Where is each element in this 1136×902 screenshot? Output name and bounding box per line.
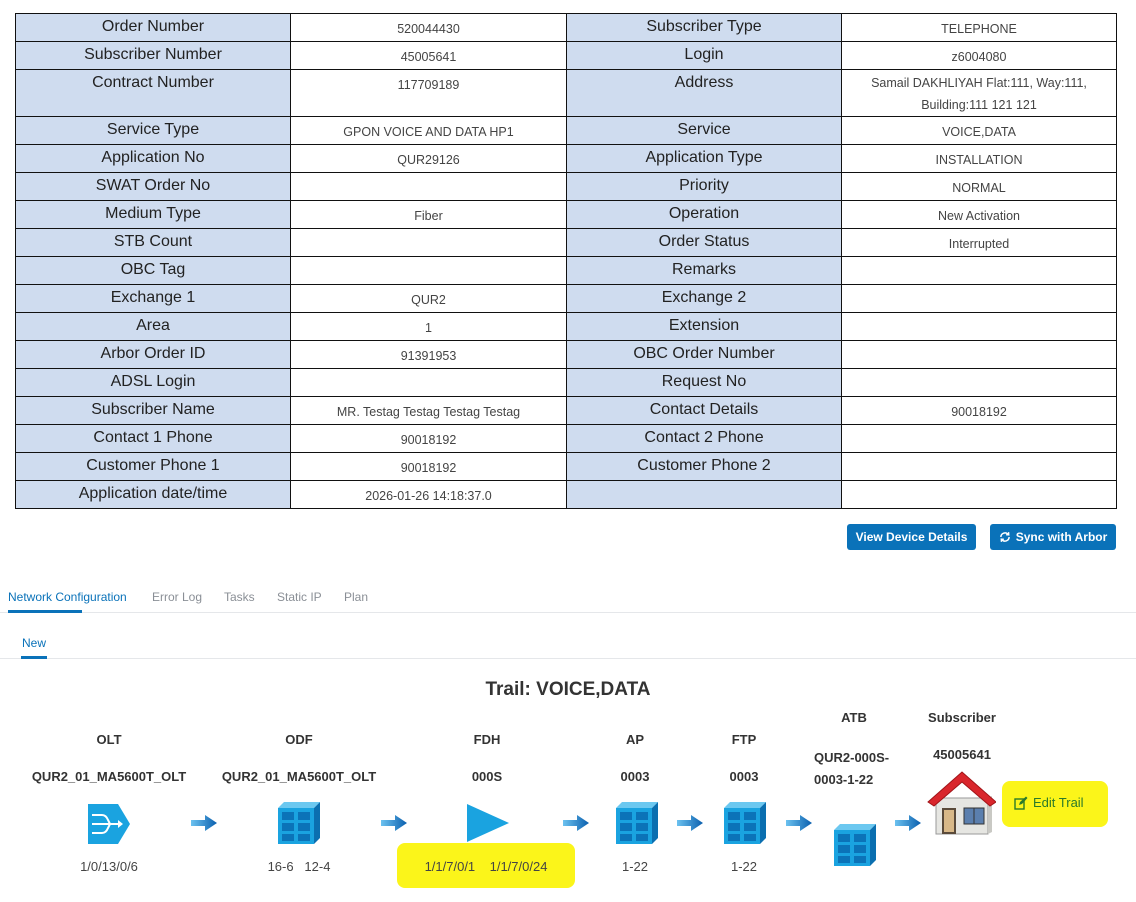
detail-value: NORMAL: [842, 173, 1117, 201]
details-row: [16, 453, 1117, 481]
tab-error-log[interactable]: Error Log: [152, 590, 203, 604]
detail-value: VOICE,DATA: [842, 117, 1117, 145]
node-name-odf: QUR2_01_MA5600T_OLT: [221, 769, 377, 784]
details-row: [16, 145, 1117, 173]
detail-value: INSTALLATION: [842, 145, 1117, 173]
arrow-right-icon: [191, 815, 217, 831]
detail-label: Contract Number: [16, 70, 291, 117]
arrow-right-icon: [895, 815, 921, 831]
details-row: [16, 229, 1117, 257]
node-port-ftp: 1-22: [730, 859, 758, 874]
detail-value: 91391953: [291, 341, 567, 369]
atb-icon[interactable]: [832, 824, 876, 866]
detail-label: Login: [567, 42, 842, 70]
detail-value: 2026-01-26 14:18:37.0: [291, 481, 567, 509]
detail-value: Interrupted: [842, 229, 1117, 257]
node-type-olt: OLT: [96, 732, 122, 747]
detail-value: 90018192: [842, 397, 1117, 425]
detail-label: Exchange 1: [16, 285, 291, 313]
sync-with-arbor-button[interactable]: [990, 524, 1116, 550]
details-row: [16, 70, 1117, 117]
node-name-olt: QUR2_01_MA5600T_OLT: [31, 769, 187, 784]
detail-value: z6004080: [842, 42, 1117, 70]
detail-label: Contact Details: [567, 397, 842, 425]
detail-label: Arbor Order ID: [16, 341, 291, 369]
sync-with-arbor-label: Sync with Arbor: [1015, 530, 1108, 544]
details-row: [16, 341, 1117, 369]
detail-value: [842, 313, 1117, 341]
details-row: [16, 369, 1117, 397]
detail-value: [842, 285, 1117, 313]
detail-value: [842, 257, 1117, 285]
detail-label: Contact 1 Phone: [16, 425, 291, 453]
node-name-ftp: 0003: [729, 769, 759, 784]
edit-icon: [1014, 796, 1028, 810]
detail-label: STB Count: [16, 229, 291, 257]
tab-plan[interactable]: Plan: [344, 590, 369, 604]
detail-value: Samail DAKHLIYAH Flat:111, Way:111, Building:111 121 121: [842, 70, 1117, 117]
detail-label: Contact 2 Phone: [567, 425, 842, 453]
detail-label: Operation: [567, 201, 842, 229]
order-details-table: [15, 13, 1117, 509]
details-row: [16, 285, 1117, 313]
details-row: [16, 42, 1117, 70]
detail-label: Application No: [16, 145, 291, 173]
details-row: [16, 425, 1117, 453]
node-name-subscriber: 45005641: [933, 747, 991, 762]
arrow-right-icon: [786, 815, 812, 831]
detail-label: Customer Phone 1: [16, 453, 291, 481]
details-row: [16, 257, 1117, 285]
olt-icon[interactable]: [88, 804, 130, 844]
ap-icon[interactable]: [614, 802, 658, 844]
detail-label: Application Type: [567, 145, 842, 173]
detail-label: Order Status: [567, 229, 842, 257]
details-row: [16, 397, 1117, 425]
detail-value: [291, 257, 567, 285]
trail-title: Trail: VOICE,DATA: [485, 679, 651, 700]
detail-label: Order Number: [16, 14, 291, 42]
details-row: [16, 201, 1117, 229]
detail-label: Area: [16, 313, 291, 341]
detail-value: TELEPHONE: [842, 14, 1117, 42]
detail-value: 1: [291, 313, 567, 341]
detail-value: [291, 229, 567, 257]
detail-value: New Activation: [842, 201, 1117, 229]
details-row: [16, 481, 1117, 509]
arrow-right-icon: [563, 815, 589, 831]
node-port-ap: 1-22: [621, 859, 649, 874]
detail-label: Exchange 2: [567, 285, 842, 313]
node-type-odf: ODF: [285, 732, 313, 747]
detail-value: 90018192: [291, 453, 567, 481]
subtab-new[interactable]: New: [22, 636, 47, 650]
details-row: [16, 313, 1117, 341]
active-tab-indicator: [8, 610, 82, 613]
detail-label: SWAT Order No: [16, 173, 291, 201]
detail-value: [842, 453, 1117, 481]
node-port-fdh: 1/1/7/0/1 1/1/7/0/24: [424, 859, 548, 874]
node-name-atb: QUR2-000S-0003-1-22: [814, 750, 890, 787]
arrow-right-icon: [677, 815, 703, 831]
detail-value: [291, 369, 567, 397]
tab-static-ip[interactable]: Static IP: [277, 590, 322, 604]
details-row: [16, 117, 1117, 145]
detail-value: 45005641: [291, 42, 567, 70]
tab-network-configuration[interactable]: Network Configuration: [8, 590, 127, 604]
node-port-odf: 16-6 12-4: [267, 859, 331, 874]
detail-label: Application date/time: [16, 481, 291, 509]
edit-trail-link[interactable]: [1014, 795, 1084, 810]
detail-label: Address: [567, 70, 842, 117]
sync-icon: [999, 531, 1011, 543]
detail-value: QUR2: [291, 285, 567, 313]
detail-label: Priority: [567, 173, 842, 201]
detail-value: 520044430: [291, 14, 567, 42]
view-device-details-button[interactable]: [847, 524, 976, 550]
detail-label: [567, 481, 842, 509]
detail-value: Fiber: [291, 201, 567, 229]
detail-label: OBC Order Number: [567, 341, 842, 369]
detail-value: 117709189: [291, 70, 567, 117]
tab-tasks[interactable]: Tasks: [224, 590, 255, 604]
main-tabs: [0, 586, 1136, 613]
house-icon[interactable]: [926, 770, 996, 836]
detail-label: Service: [567, 117, 842, 145]
detail-label: Medium Type: [16, 201, 291, 229]
view-device-details-label: View Device Details: [855, 530, 968, 544]
node-type-ftp: FTP: [731, 732, 757, 747]
detail-label: Customer Phone 2: [567, 453, 842, 481]
detail-label: Subscriber Number: [16, 42, 291, 70]
detail-value: [842, 341, 1117, 369]
detail-value: [842, 481, 1117, 509]
detail-label: Request No: [567, 369, 842, 397]
detail-label: Service Type: [16, 117, 291, 145]
arrow-right-icon: [381, 815, 407, 831]
node-type-atb: ATB: [841, 710, 867, 725]
node-type-fdh: FDH: [473, 732, 501, 747]
detail-label: Subscriber Type: [567, 14, 842, 42]
active-subtab-indicator: [21, 656, 47, 659]
detail-label: Remarks: [567, 257, 842, 285]
detail-value: [291, 173, 567, 201]
node-port-olt: 1/0/13/0/6: [80, 859, 138, 874]
details-row: [16, 14, 1117, 42]
detail-value: QUR29126: [291, 145, 567, 173]
detail-value: MR. Testag Testag Testag Testag: [291, 397, 567, 425]
edit-trail-label: Edit Trail: [1033, 795, 1084, 810]
node-type-subscriber: Subscriber: [928, 710, 996, 725]
detail-value: [842, 425, 1117, 453]
detail-label: Extension: [567, 313, 842, 341]
fdh-icon[interactable]: [467, 804, 509, 842]
detail-label: Subscriber Name: [16, 397, 291, 425]
detail-label: ADSL Login: [16, 369, 291, 397]
details-row: [16, 173, 1117, 201]
node-name-ap: 0003: [620, 769, 650, 784]
detail-label: OBC Tag: [16, 257, 291, 285]
node-name-fdh: 000S: [471, 769, 503, 784]
sub-tabs: [0, 632, 1136, 659]
detail-value: [842, 369, 1117, 397]
detail-value: GPON VOICE AND DATA HP1: [291, 117, 567, 145]
ftp-icon[interactable]: [722, 802, 766, 844]
detail-value: 90018192: [291, 425, 567, 453]
odf-icon[interactable]: [276, 802, 320, 844]
node-type-ap: AP: [625, 732, 645, 747]
